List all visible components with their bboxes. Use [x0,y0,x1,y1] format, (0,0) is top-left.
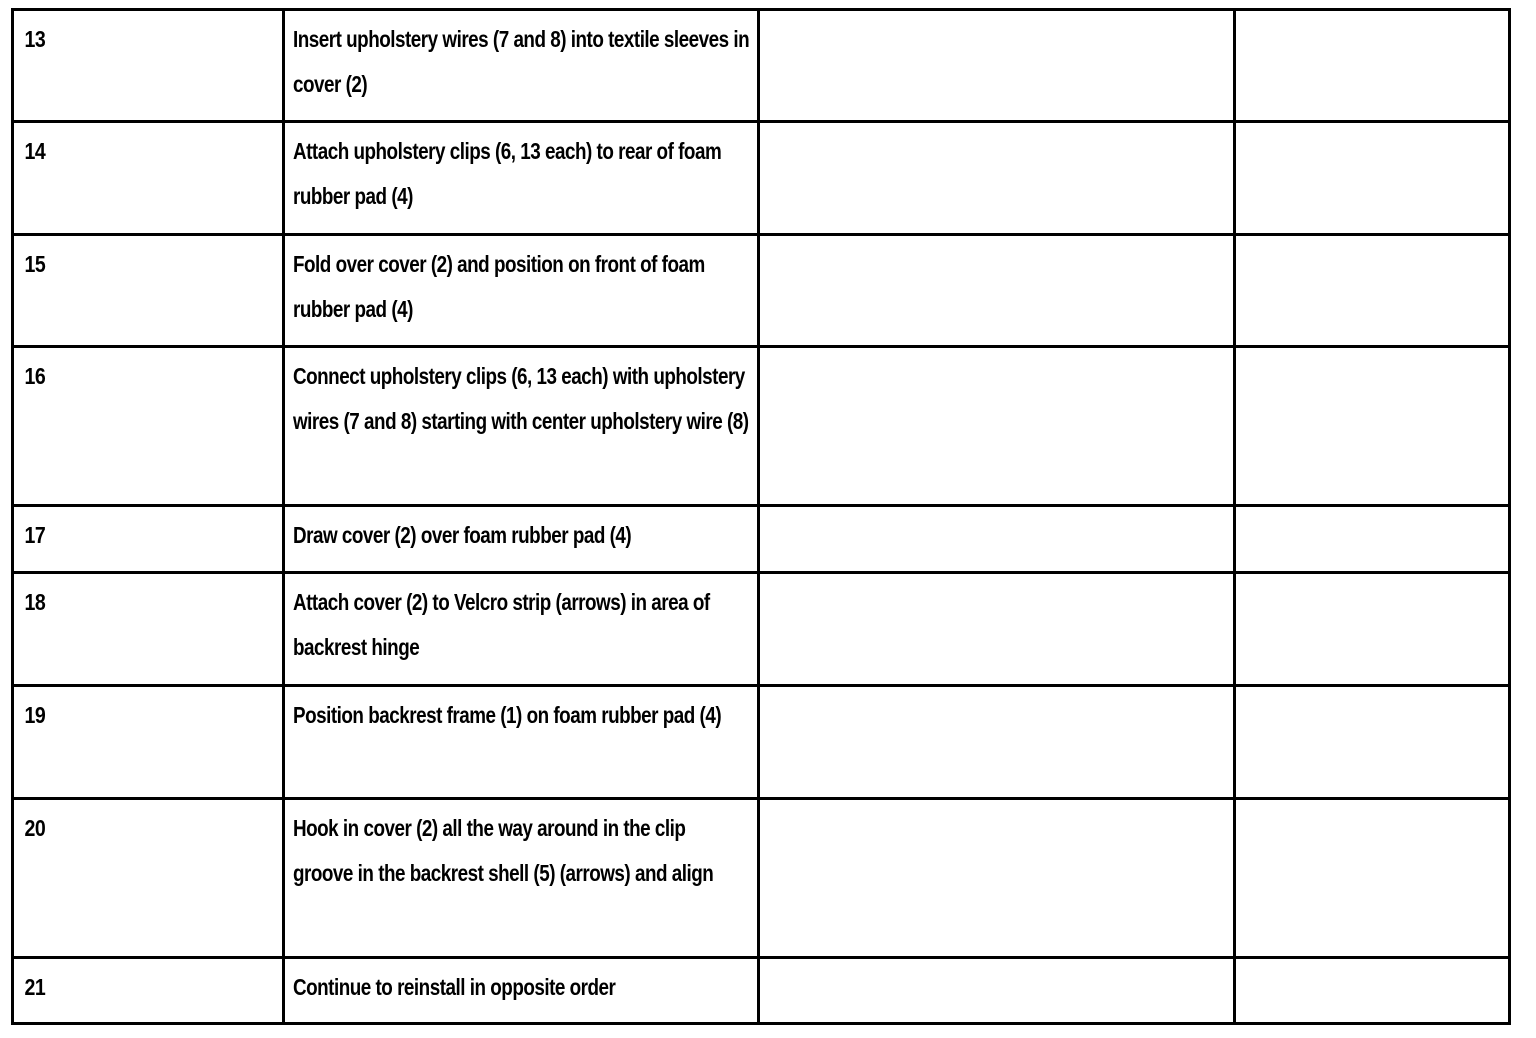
step-number: 13 [13,10,243,122]
step-description: Fold over cover (2) and position on front of foam rubber pad (4) [293,251,705,322]
step-number: 15 [13,235,243,347]
step-number: 14 [13,122,243,235]
step-number: 21 [13,958,243,1024]
step-description: Continue to reinstall in opposite order [293,974,616,1000]
step-description: Connect upholstery clips (6, 13 each) with upholstery wires (7 and 8) starting with center upholstery wire (8) [293,363,749,434]
blank-cell [759,122,1235,235]
table-row [13,347,1510,506]
table-row [13,235,1510,347]
step-description: Hook in cover (2) all the way around in the clip groove in the backrest shell (5) (arrows) and align [293,815,714,886]
step-number: 19 [13,686,243,799]
blank-cell [1235,506,1510,573]
step-description: Attach cover (2) to Velcro strip (arrows) in area of backrest hinge [293,589,710,660]
step-description: Draw cover (2) over foam rubber pad (4) [293,522,632,548]
table-row [13,122,1510,235]
step-number: 16 [13,347,243,506]
table-row [13,958,1510,1024]
step-description: Attach upholstery clips (6, 13 each) to rear of foam rubber pad (4) [293,138,722,209]
blank-cell [1235,799,1510,958]
blank-cell [759,347,1235,506]
blank-cell [759,573,1235,686]
blank-cell [759,506,1235,573]
step-number: 17 [13,506,243,573]
blank-cell [1235,122,1510,235]
table-row [13,506,1510,573]
blank-cell [759,686,1235,799]
step-number: 20 [13,799,243,958]
blank-cell [1235,235,1510,347]
table-row [13,573,1510,686]
step-description: Insert upholstery wires (7 and 8) into textile sleeves in cover (2) [293,26,750,97]
table-row [13,10,1510,122]
blank-cell [759,958,1235,1024]
table-row [13,686,1510,799]
blank-cell [1235,347,1510,506]
procedure-table [11,8,1511,1025]
blank-cell [759,235,1235,347]
table-row [13,799,1510,958]
blank-cell [1235,573,1510,686]
blank-cell [1235,958,1510,1024]
blank-cell [759,799,1235,958]
step-number: 18 [13,573,243,686]
blank-cell [1235,686,1510,799]
blank-cell [759,10,1235,122]
step-description: Position backrest frame (1) on foam rubber pad (4) [293,702,722,728]
blank-cell [1235,10,1510,122]
